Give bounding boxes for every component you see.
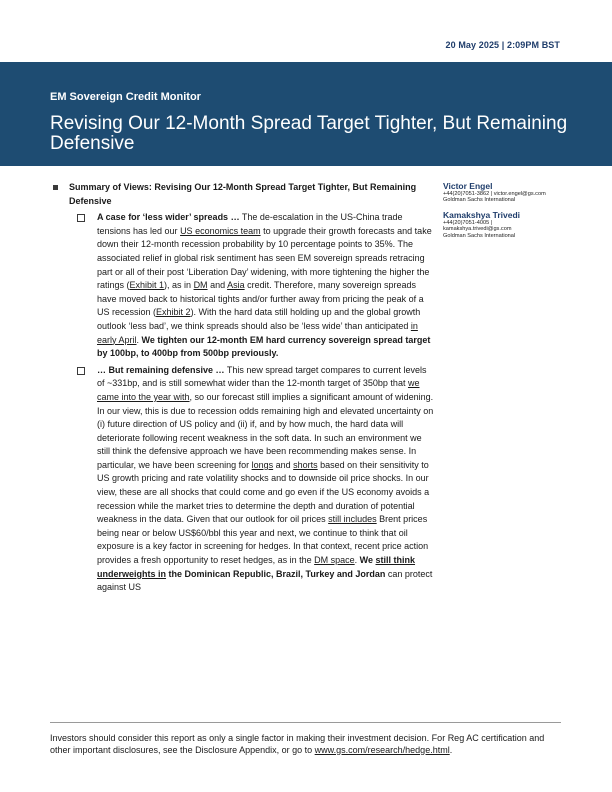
- hollow-square-bullet-icon: [77, 214, 85, 222]
- square-bullet-icon: [53, 185, 58, 190]
- link-shorts[interactable]: shorts: [293, 459, 318, 470]
- bold-run: the Dominican Republic, Brazil, Turkey and Jordan: [166, 568, 386, 579]
- text-run: .: [354, 555, 360, 566]
- bold-conclusion: We tighten our 12-month EM hard currency sovereign spread target by 100bp, to 400bp from 500bp previously.: [97, 334, 431, 359]
- footer-disclaimer: [50, 733, 562, 756]
- footer-divider: [50, 722, 561, 723]
- link-dm[interactable]: DM: [193, 280, 208, 291]
- bold-run: We: [359, 555, 376, 566]
- hollow-square-bullet-icon: [77, 367, 85, 375]
- disclosure-link[interactable]: www.gs.com/research/hedge.html: [314, 744, 450, 755]
- text-run: , so our forecast still implies a significant amount of widening. In our view, this is due to recession odds remaining high and elevated uncertainty on (i) future direction of US policy and (ii) if, and by how much, the hard data will deteriorate following recent weakness in the soft data. In such an environment we still think the defensive approach we have been recommending makes sense. In particular, we have been screening for: [97, 391, 434, 470]
- bullet-text: [97, 364, 435, 595]
- text-run: to upgrade their growth forecasts and take down their 12-month recession probability by 10 percentage points to 35%. The associated relief in global risk sentiment has seen EM sovereign spreads retracing part or all of their post ‘Liberation Day’ widening, with more tightening the higher the ratings (: [97, 225, 432, 291]
- text-run: This new spread target compares to current levels of ~331bp, and is still somewhat wider than the 12-month target of 350bp that: [97, 364, 427, 389]
- author-card: [443, 210, 573, 239]
- link-came-into-year[interactable]: we came into the year with: [97, 378, 420, 402]
- link-exhibit-1[interactable]: Exhibit 1: [129, 280, 165, 291]
- author-sidebar: [443, 181, 573, 245]
- main-content: [50, 181, 435, 595]
- link-exhibit-2[interactable]: Exhibit 2: [156, 307, 191, 318]
- text-run: ). With the hard data still holding up and the global growth outlook ‘less bad’, we think spreads should also be ‘less wide’ than anticipated: [97, 307, 421, 331]
- text-run: ), as in: [164, 280, 194, 291]
- text-run: and: [273, 459, 294, 470]
- text-run: can protect against US: [97, 568, 433, 593]
- text-run: .: [136, 334, 142, 345]
- text-run: based on their sensitivity to US growth pricing and rate volatility shocks and to downside oil price shocks. In our view, these are all shocks that could come and go even if the US economy avoids a recession while the market tries to determine the depth and duration of potential weakness in the data. Given that our outlook for oil prices: [97, 459, 430, 525]
- title-banner: [0, 62, 612, 166]
- link-asia[interactable]: Asia: [227, 280, 245, 291]
- link-longs[interactable]: longs: [251, 459, 274, 470]
- link-early-april[interactable]: in early April: [97, 320, 418, 345]
- link-dm-space[interactable]: DM space: [314, 555, 355, 566]
- bullet-lead: … But remaining defensive …: [97, 364, 225, 375]
- disclaimer-end: .: [449, 744, 453, 755]
- bullet-lead: A case for ‘less wider’ spreads …: [97, 212, 240, 223]
- link-still-think-underweights[interactable]: still think underweights in: [97, 555, 416, 579]
- report-dateline: 20 May 2025 | 2:09PM BST: [445, 40, 560, 50]
- author-card: [443, 181, 573, 204]
- link-us-economics-team[interactable]: US economics team: [180, 225, 261, 236]
- bullet-text: [97, 211, 435, 361]
- text-run: credit. Therefore, many sovereign spreads have moved back to historical tights and/or further away from pricing the peak of a US recession (: [97, 280, 424, 318]
- report-title: Revising Our 12-Month Spread Target Tighter, But Remaining Defensive: [50, 113, 568, 154]
- summary-heading: Summary of Views: Revising Our 12-Month Spread Target Tighter, But Remaining Defensive: [69, 182, 417, 206]
- text-run: The de-escalation in the US-China trade tensions has led our: [97, 212, 403, 236]
- author-contact: +44(20)7051-3862 | victor.engel@gs.com: [443, 191, 546, 197]
- author-firm: Goldman Sachs International: [443, 197, 516, 204]
- author-name: Victor Engel: [443, 181, 493, 191]
- author-firm: Goldman Sachs International: [443, 232, 516, 239]
- text-run: Brent prices being near or below US$60/bbl this year and next, we continue to think that oil exposure is a key factor in screening for hedges. In that context, recent price action provides a fresh opportunity to reset hedges, as in the: [97, 514, 429, 566]
- link-still-includes[interactable]: still includes: [328, 514, 377, 525]
- author-email: kamakshya.trivedi@gs.com: [443, 226, 512, 233]
- author-name: Kamakshya Trivedi: [443, 209, 521, 220]
- series-name: EM Sovereign Credit Monitor: [50, 91, 201, 103]
- summary-heading-row: [50, 181, 435, 208]
- author-contact: +44(20)7051-4005 |: [443, 219, 493, 226]
- bullet-remaining-defensive: [76, 364, 435, 595]
- bullet-less-wider: [76, 211, 435, 361]
- text-run: and: [207, 280, 228, 291]
- disclaimer-text: Investors should consider this report as only a single factor in making their investment decision. For Reg AC certification and other important disclosures, see the Disclosure Appendix, or go to: [50, 733, 545, 755]
